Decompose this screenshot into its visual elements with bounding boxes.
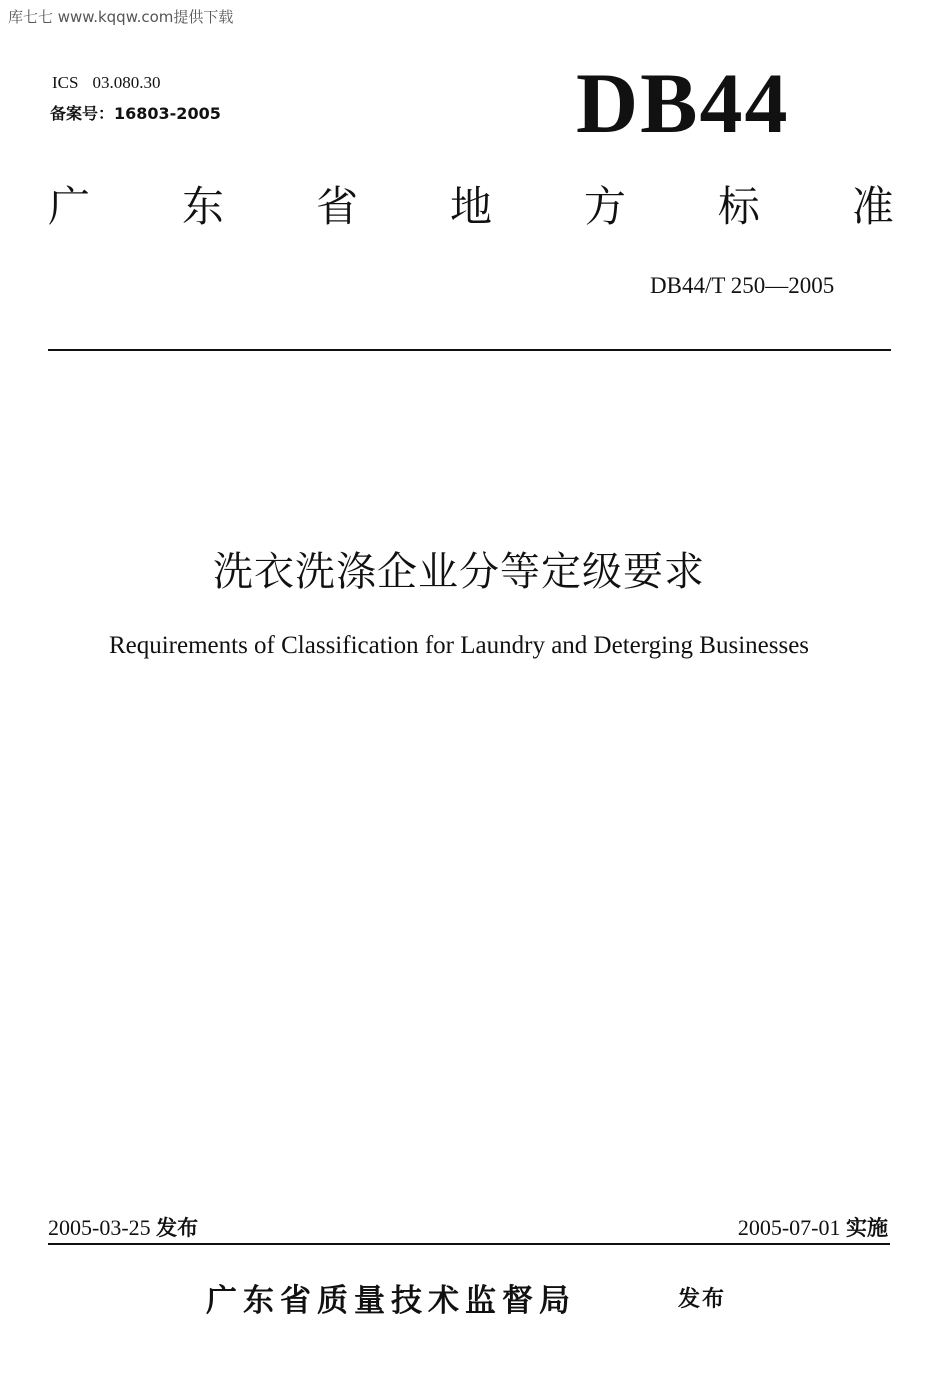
footer-divider [48, 1243, 890, 1245]
standard-type-char: 准 [851, 182, 894, 231]
publish-label: 发布 [156, 1216, 199, 1240]
publish-date-value: 2005-03-25 [48, 1215, 151, 1240]
header-divider [48, 349, 891, 351]
ics-classification [52, 73, 160, 93]
db44-logo: DB44 [576, 55, 790, 151]
standard-type-char: 地 [449, 182, 492, 231]
standard-type-char: 方 [583, 182, 626, 231]
standard-type-char: 广 [48, 182, 91, 231]
standard-number: DB44/T 250—2005 [650, 273, 835, 298]
document-title-english: Requirements of Classification for Laundry and Deterging Businesses [108, 632, 810, 659]
standard-type-char: 东 [181, 182, 224, 231]
ics-code: 03.080.30 [92, 73, 161, 92]
document-title-chinese: 洗衣洗涤企业分等定级要求 [213, 549, 705, 595]
watermark-text: 库七七 www.kqqw.com提供下载 [8, 8, 234, 26]
standard-type-heading [48, 182, 894, 231]
implement-date [738, 1212, 888, 1242]
issuing-authority: 广东省质量技术监督局 [206, 1283, 576, 1319]
implement-label: 实施 [846, 1216, 888, 1240]
ics-label: ICS [52, 73, 79, 92]
standard-type-char: 标 [717, 182, 760, 231]
publish-date [48, 1212, 198, 1242]
implement-date-value: 2005-07-01 [737, 1215, 841, 1240]
issuing-authority-suffix: 发布 [678, 1287, 727, 1312]
filing-number: 备案号：16803-2005 [50, 104, 221, 123]
standard-type-char: 省 [315, 182, 358, 231]
